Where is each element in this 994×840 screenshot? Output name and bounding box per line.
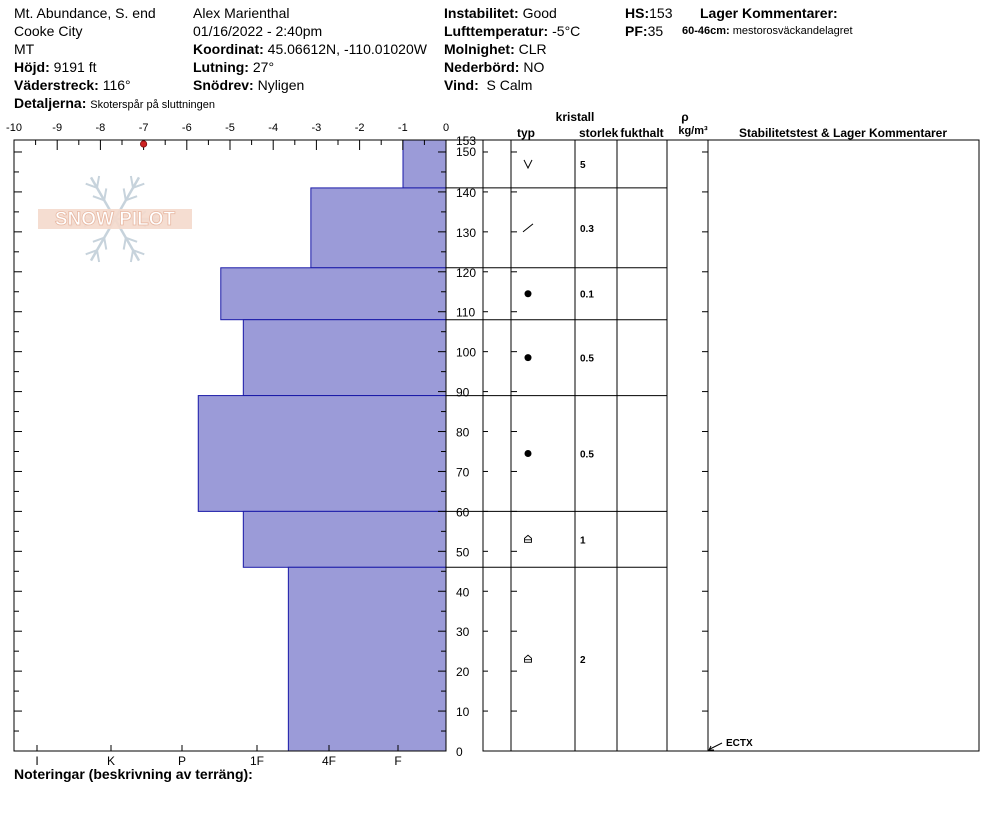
snow-temperature-point — [140, 141, 146, 147]
hardness-bar — [288, 567, 446, 751]
snow-pilot-logo — [38, 176, 192, 262]
elevation-label: Höjd: — [14, 59, 50, 75]
snowflake-branch — [104, 238, 106, 250]
depth-tick-label: 100 — [456, 345, 477, 360]
column-header-moisture: fukthalt — [620, 126, 664, 140]
crystal-rounded-icon — [525, 450, 532, 457]
coord-value: 45.06612N, -110.01020W — [267, 41, 427, 57]
temperature-tick-label: -1 — [397, 122, 408, 134]
snowflake-branch — [131, 176, 133, 188]
crystal-depth-hoar-icon — [525, 535, 532, 542]
column-header-size: storlek — [579, 126, 619, 140]
hs-value: 153 — [649, 5, 673, 21]
depth-tick-label: 10 — [456, 705, 470, 720]
details-label: Detaljerna: — [14, 95, 87, 111]
depth-tick-label: 60 — [456, 505, 470, 520]
layer-comments-label: Lager Kommentarer: — [700, 5, 838, 21]
hardness-bar — [198, 396, 446, 512]
slope-label: Lutning: — [193, 59, 249, 75]
instability-value: Good — [522, 5, 557, 21]
wind-loading-value: Nyligen — [257, 77, 305, 93]
sky-value: CLR — [518, 41, 547, 57]
observer: Alex Marienthal — [193, 5, 290, 21]
depth-tick-label: 80 — [456, 425, 470, 440]
crystal-depth-hoar-icon — [525, 655, 532, 662]
temperature-tick-label: -7 — [138, 122, 149, 134]
slope-value: 27° — [252, 59, 275, 75]
hardness-bar — [221, 268, 446, 320]
pf-value: 35 — [647, 23, 664, 39]
depth-tick-label: 0 — [456, 745, 463, 759]
depth-tick-label: 50 — [456, 545, 470, 560]
depth-tick-label: 120 — [456, 265, 477, 280]
wind-value: S Calm — [486, 77, 533, 93]
crystal-size-value: 1 — [580, 535, 586, 547]
temperature-tick-label: -2 — [354, 122, 365, 134]
aspect-label: Väderstreck: — [14, 77, 99, 93]
temperature-tick-label: -8 — [95, 122, 106, 134]
crystal-size-value: 5 — [580, 159, 586, 171]
column-header-stability: Stabilitetstest & Lager Kommentarer — [738, 126, 948, 140]
logo-text: SNOW PILOT — [54, 209, 176, 230]
hardness-bar — [243, 511, 446, 567]
precip-label: Nederbörd: — [444, 59, 520, 75]
hardness-bar — [243, 320, 446, 396]
location: Mt. Abundance, S. end — [14, 5, 156, 21]
depth-tick-label: 40 — [456, 585, 470, 600]
state: MT — [14, 41, 35, 57]
coord-label: Koordinat: — [193, 41, 264, 57]
stability-test-arrow — [710, 743, 722, 749]
pf-label: PF: — [625, 23, 648, 39]
temperature-tick-label: -4 — [268, 122, 279, 134]
temperature-tick-label: -3 — [311, 122, 322, 134]
snowflake-branch — [124, 188, 126, 200]
layer-table-frame — [483, 140, 979, 751]
city: Cooke City — [14, 23, 83, 39]
hardness-bar — [403, 140, 446, 188]
depth-tick-label: 70 — [456, 465, 470, 480]
depth-tick-label: 130 — [456, 225, 477, 240]
crystal-size-value: 0.1 — [580, 289, 594, 301]
hardness-label: 1F — [249, 754, 265, 768]
depth-tick-label: 30 — [456, 625, 470, 640]
column-header-rho: ρ — [681, 110, 689, 124]
depth-tick-label: 110 — [456, 305, 476, 320]
column-header-type: typ — [517, 126, 535, 140]
hardness-label: I — [35, 754, 39, 768]
temperature-tick-label: -5 — [225, 122, 235, 134]
layer-comment-text: mestorosväckandelagret — [732, 25, 853, 37]
crystal-size-value: 0.5 — [580, 449, 594, 461]
snowflake-branch — [97, 250, 99, 262]
crystal-rounded-icon — [525, 354, 532, 361]
wind-label: Vind: — [444, 77, 479, 93]
depth-tick-label: 153 — [456, 134, 477, 148]
notes-label: Noteringar (beskrivning av terräng): — [14, 766, 253, 782]
layer-comment-depth: 60-46cm: — [682, 25, 730, 37]
hardness-label: F — [394, 754, 402, 768]
air-temp-label: Lufttemperatur: — [444, 23, 549, 39]
air-temp-value: -5°C — [552, 23, 581, 39]
depth-tick-label: 90 — [456, 385, 470, 400]
hardness-label: P — [177, 754, 187, 768]
wind-loading-label: Snödrev: — [193, 77, 254, 93]
hardness-label: K — [106, 754, 116, 768]
depth-tick-label: 150 — [456, 144, 477, 159]
elevation-value: 9191 ft — [53, 59, 97, 75]
crystal-new-snow-icon — [524, 160, 532, 168]
stability-test-label: ECTX — [726, 738, 753, 749]
instability-label: Instabilitet: — [444, 5, 519, 21]
hardness-bar — [311, 188, 446, 268]
temperature-tick-label: -9 — [52, 122, 63, 134]
depth-tick-label: 140 — [456, 185, 477, 200]
crystal-size-value: 0.5 — [580, 353, 594, 365]
temperature-tick-label: -10 — [6, 122, 22, 134]
sky-label: Molnighet: — [444, 41, 515, 57]
hs-label: HS: — [625, 5, 650, 21]
column-header-density: kg/m³ — [678, 125, 708, 137]
crystal-size-value: 0.3 — [580, 223, 594, 235]
details-value: Skoterspår på sluttningen — [90, 99, 215, 111]
column-header-crystal: kristall — [555, 110, 595, 124]
snowflake-branch — [131, 250, 133, 262]
hardness-label: 4F — [321, 754, 337, 768]
crystal-rounded-icon — [525, 290, 532, 297]
depth-tick-label: 20 — [456, 665, 470, 680]
precip-value: NO — [523, 59, 545, 75]
datetime: 01/16/2022 - 2:40pm — [193, 23, 323, 39]
snowflake-branch — [97, 176, 99, 188]
aspect-value: 116° — [102, 77, 131, 93]
snowflake-branch — [124, 238, 126, 250]
crystal-decomposing-icon — [523, 224, 533, 232]
crystal-size-value: 2 — [580, 655, 586, 667]
temperature-tick-label: -6 — [181, 122, 192, 134]
temperature-tick-label: 0 — [442, 122, 450, 134]
snowflake-branch — [104, 188, 106, 200]
